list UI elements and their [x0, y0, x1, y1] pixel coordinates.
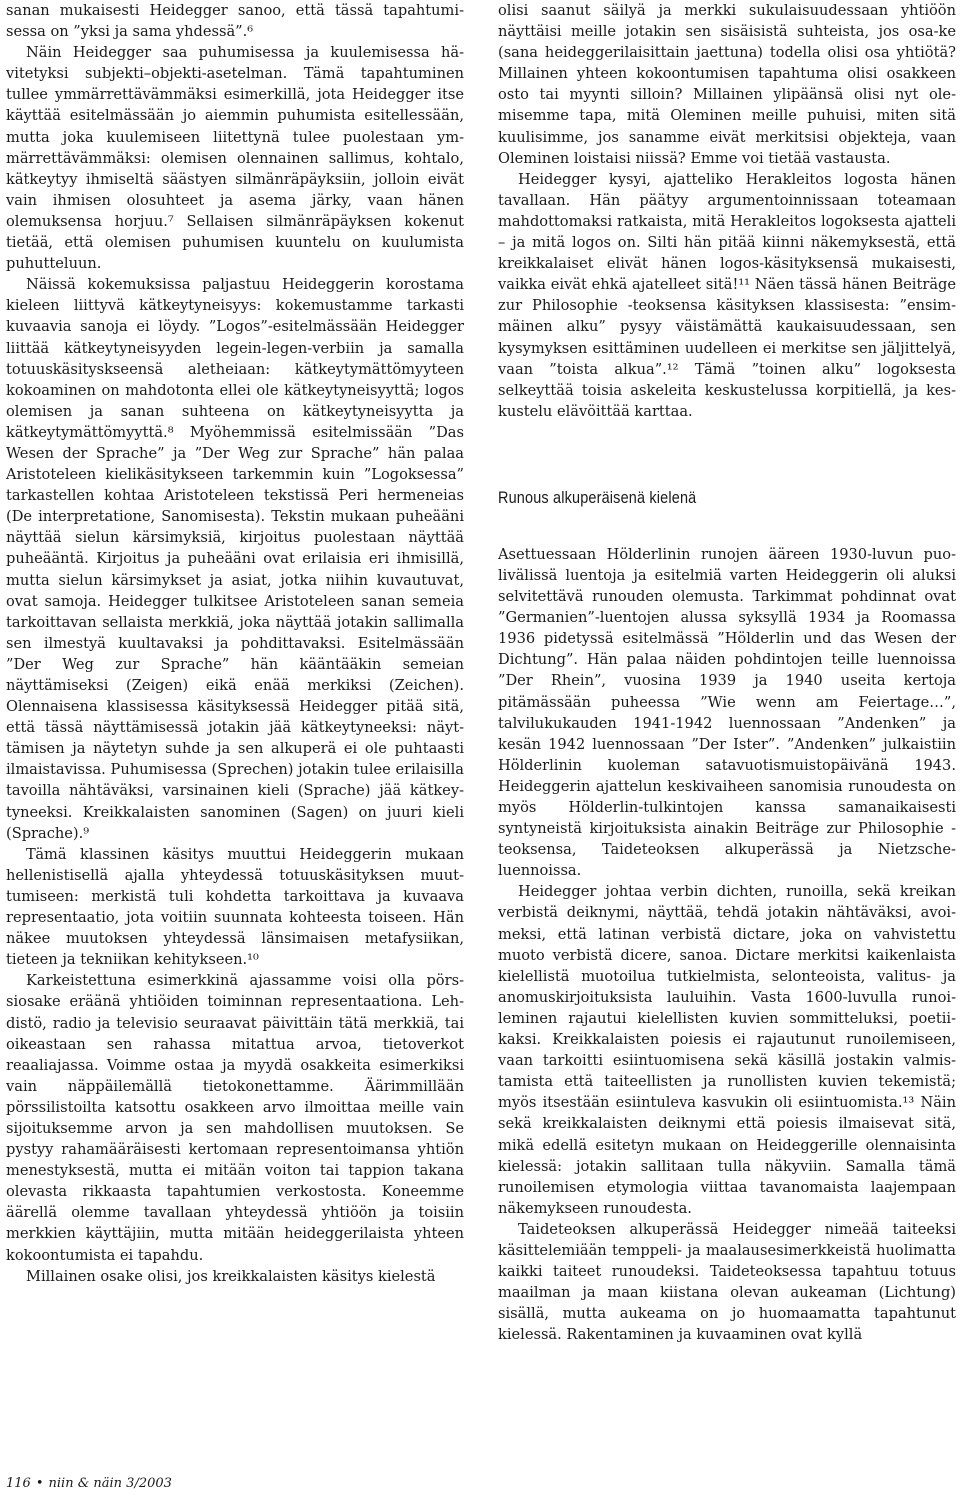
paragraph: Heidegger johtaa verbin dichten, runoilla, sekä kreikan verbistä deiknymi, näyttää, tehdä jotakin nähtäväksi, avoimeksi, että latinan verbistä dictare, joka on vahvistettu muoto verbistä dicere, sanoa. Dictare merkitsi kaikenlaista kielellistä muotoilua tutkielmista, selonteoista, valitus- ja anomuskirjoituksista lauluihin. Vasta 1600-luvulla runoileminen rajautui kielellisten kuvien sommitteluksi, poetiikaksi. Kreikkalaisten poiesis ei rajautunut runoilemiseen, vaan tarkoitti esiintuomisena sekä käsillä jostakin valmistamista että taiteellisten ja runollisten kuvien tekemistä; myös itsestään esiintuleva kasvukin oli esiintuomista.¹³ Näin sekä kreikkalaisten deiknymi että poiesis ilmaisevat sitä, mikä edellä esitetyn mukaan on Heideggerille olennaisinta kielessä: jotakin sallitaan tulla näkyviin. Samalla tämä runoilemisen etymologia viittaa tavanomaista laajempaan näkemykseen runoudesta. [498, 883, 956, 1217]
section-spacer [498, 422, 956, 488]
paragraph: Näissä kokemuksissa paljastuu Heideggerin korostama kieleen liittyvä kätkeytyneisyys: kokemustamme tarkasti kuvaavia sanoja ei löydy. ”Logos”-esitelmässään Heidegger liittää kätkeytyneisyyden legein-legen-verbiin ja samalla totuuskäsityskseensä aletheiaan: kätkeytymättömyyteen kokoaminen on mahdotonta ellei ole kätkeytyneisyyttä; logos olemisen ja sanan suhteena on kätkeytyneisyytta ja kätkeytymättömyyttä.⁸ Myöhemmissä esitelmissään ”Das Wesen der Sprache” ja ”Der Weg zur Sprache” hän palaa Aristoteleen kielikäsitykseen tarkemmin kuin ”Logoksessa” tarkastellen kohtaa Aristoteleen tekstissä Peri hermeneias (De interpretatione, Sanomisesta). Tekstin mukaan puheääni näyttää sielun kärsimyksiä, kirjoitus puolestaan näyttää puheääntä. Kirjoitus ja puheääni ovat erilaisia eri ihmisillä, mutta sielun kärsimykset ja asiat, jotka niihin kuvautuvat, ovat samoja. Heidegger tulkitsee Aristoteleen sanan semeia tarkoittavan sellaista merkkiä, joka näyttää jotakin sallimalla sen ilmestyä kuultavaksi ja pohdittavaksi. Esitelmässään ”Der Weg zur Sprache” hän kääntääkin semeian näyttämiseksi (Zeigen) eikä enää merkiksi (Zeichen). Olennaisena klassisessa käsityksessä Heidegger pitää sitä, että tässä näyttämisessä jotakin jää kätkeytyneeksi: näyttämisen ja näytetyn suhde ja sen alkuperä ei ole puhtaasti ilmaistavissa. Puhumisessa (Sprechen) jotakin tulee erilaisilla tavoilla nähtäväksi, varsinainen kieli (Sprache) jää kätkeytyneeksi. Kreikkalaisten sanominen (Sagen) on juuri kieli (Sprache).⁹ [6, 276, 464, 842]
page-number: 116 [6, 1476, 31, 1491]
paragraph: Näin Heidegger saa puhumisessa ja kuulemisessa hävitetyksi subjekti–objekti-asetelman. Tämä tapahtuminen tullee ymmärrettävämmäksi esimerkillä, jota Heidegger itse käyttää esitelmässään jo aiemmin puhumista esitellessään, mutta joka kuulemiseen liitettynä tulee puolestaan ymmärrettävämmäksi: olemisen olennainen sallimus, kohtalo, kätkeytyy ihmiseltä säästyen silmänräpäyksiin, jolloin eivät vain ihmisen olosuhteet ja asema järky, vaan hänen olemuksensa horjuu.⁷ Sellaisen silmänräpäyksen kokenut tietää, että olemisen puhumisen kuuntelu on kuulumista puhutteluun. [6, 44, 464, 273]
journal-issue: niin & näin 3/2003 [48, 1476, 172, 1491]
page-footer [6, 1476, 172, 1491]
separator: • [35, 1476, 44, 1491]
left-column [6, 0, 464, 1287]
section-heading: Runous alkuperäisenä kielenä [498, 487, 697, 507]
paragraph: olisi saanut säilyä ja merkki sukulaisuudessaan yhtiöön näyttäisi meille jotakin sen sisäisistä suhteista, jos osa-ke (sana heideggerilaisittain jaettuna) todella olisi osa yhtiötä? Millainen yhteen kokoontumisen tapahtuma olisi osakkeen osto tai myynti silloin? Millainen ylipäänsä olisi nyt olemisemme tapa, mitä Oleminen meille puhuisi, miten sitä kuulisimme, jos sanamme eivät merkitsisi objekteja, vaan Oleminen loistaisi niissä? Emme voi tietää vastausta. [498, 2, 956, 167]
paragraph: sanan mukaisesti Heidegger sanoo, että tässä tapahtumisessa on ”yksi ja sama yhdessä”.⁶ [6, 2, 464, 41]
paragraph: Karkeistettuna esimerkkinä ajassamme voisi olla pörssiosake eräänä yhtiöiden toiminnan representaationa. Lehdistö, radio ja televisio seuraavat päivittäin tätä merkkiä, tai oikeastaan sen rahassa mitattua arvoa, tietoverkot reaaliajassa. Voimme ostaa ja myydä osakkeita esimerkiksi vain näppäilemällä tietokonettamme. Äärimmillään pörssilistoilta katsottu osakkeen arvo ilmoittaa meille vain sijoituksemme arvon ja sen mahdollisen muutoksen. Se pystyy rahamääräisesti kertomaan representoimansa yhtiön menestyksestä, mutta ei mitään voiton tai tappion takana olevasta rikkaasta tapahtumien verkostosta. Koneemme äärellä olemme tavallaan yhteydessä yhtiöön ja toisiin merkkien käyttäjiin, mutta mitään heideggerilaista yhteen kokoontumista ei tapahdu. [6, 972, 464, 1264]
paragraph: Asettuessaan Hölderlinin runojen ääreen 1930-luvun puolivälissä luentoja ja esitelmiä varten Heideggerin oli aluksi selvitettävä runouden olemusta. Tarkimmat pohdinnat ovat ”Germanien”-luentojen alussa syksyllä 1934 ja Roomassa 1936 pidetyssä esitelmässä ”Hölderlin und das Wesen der Dichtung”. Hän palaa näiden pohdintojen teille luennoissa ”Der Rhein”, vuosina 1939 ja 1940 useita kertoja pitämässään puheessa ”Wie wenn am Feiertage…”, talvilukukauden 1941-1942 luennossaan ”Andenken” ja kesän 1942 luennossaan ”Der Ister”. ”Andenken” julkaistiin Hölderlinin kuoleman satavuotismuistopäivänä 1943. Heideggerin ajattelun keskivaiheen sanomisia runoudesta on myös Hölderlin-tulkintojen kanssa samanaikaisesti syntyneistä kirjoituksista ainakin Beiträge zur Philosophie -teoksensa, Taideteoksen alkuperässä ja Nietzsche-luennoissa. [498, 545, 956, 880]
right-column [498, 0, 956, 1345]
paragraph: Tämä klassinen käsitys muuttui Heideggerin mukaan hellenistisellä ajalla yhteydessä totuuskäsityksen muuttumiseen: merkistä tuli kohdetta tarkoittava ja kuvaava representaatio, jota voitiin suunnata kohteesta toiseen. Hän näkee muutoksen yhteydessä länsimaisen metafysiikan, tieteen ja tekniikan kehitykseen.¹⁰ [6, 845, 464, 969]
paragraph: Millainen osake olisi, jos kreikkalaisten käsitys kielestä [26, 1267, 436, 1285]
paragraph: Heidegger kysyi, ajatteliko Herakleitos logosta hänen tavallaan. Hän päätyy argumentoinnissaan toteamaan mahdottomaksi ratkaista, mitä Herakleitos logoksesta ajatteli – ja mitä logos on. Silti hän pitää kiinni näkemyksestä, että kreikkalaiset elivät hänen logos-käsityksensä mukaisesti, vaikka eivät ehkä ajatelleet sitä!¹¹ Näen tässä hänen Beiträge zur Philosophie -teoksensa käsityksen klassisesta: ”ensimmäinen alku” pysyy väistämättä kaukaisuudessaan, sen kysymyksen esittäminen uudelleen ei merkitse sen jäljittelyä, vaan ”toista alkua”.¹² Tämä ”toinen alku” logoksesta selkeyttää toisia askeleita keskustelussa korpitiellä, ja keskustelu elävöittää karttaa. [498, 170, 956, 420]
section-spacer [498, 508, 956, 544]
paragraph: Taideteoksen alkuperässä Heidegger nimeää taiteeksi käsittelemiään temppeli- ja maalausesimerkkeistä huolimatta kaikki taiteet runoudeksi. Taideteoksessa tapahtuu totuus maailman ja maan kiistana olevan aukeaman (Lichtung) sisällä, mutta aukeama on jo huomaamatta tapahtunut kielessä. Rakentaminen ja kuvaaminen ovat kyllä [498, 1220, 956, 1344]
